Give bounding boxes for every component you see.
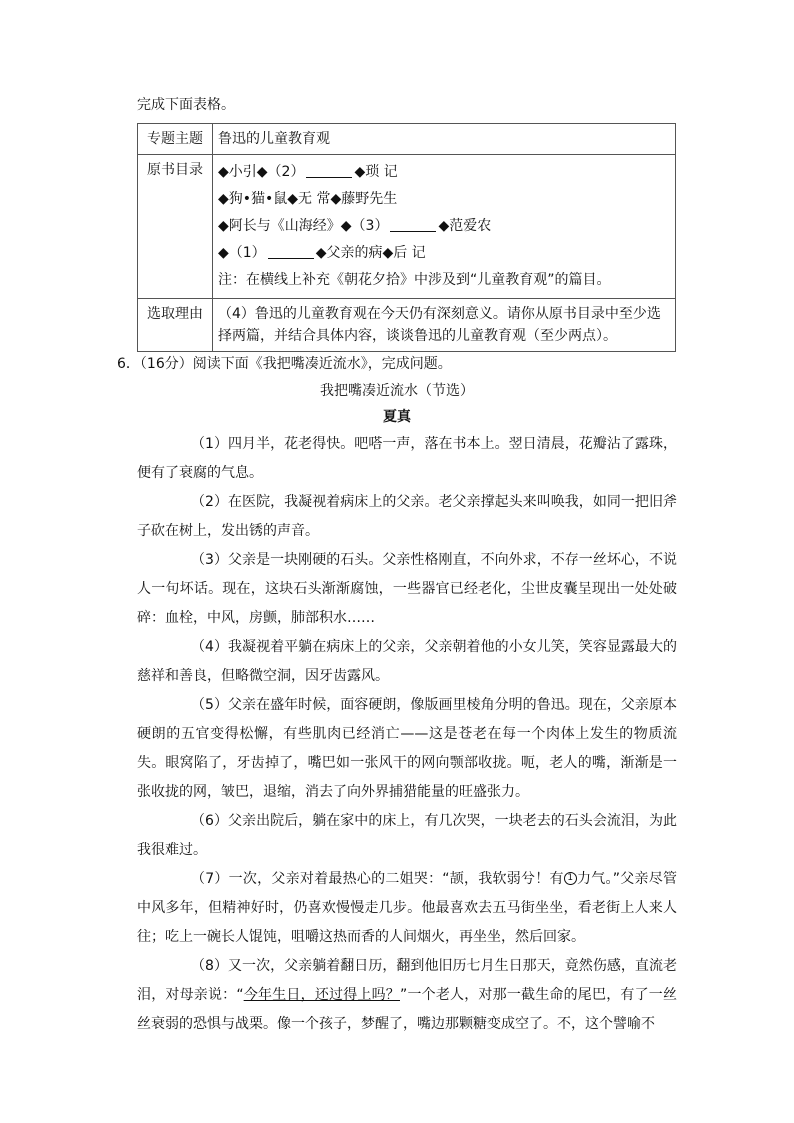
article-author: 夏真 — [383, 409, 411, 425]
paragraph-7-part: （7）一次，父亲对着最热心的二姐哭：“颉，我软弱兮！有 — [191, 871, 564, 887]
paragraph-1: （1）四月半，花老得快。吧嗒一声，落在书本上。翌日清晨，花瓣沾了露珠，便有了衰腐的气息。 — [137, 436, 677, 481]
answer-blank-2[interactable] — [306, 162, 352, 178]
contents-line — [218, 240, 670, 267]
contents-text: ◆范爱农 — [438, 218, 492, 234]
topic-table — [137, 123, 676, 352]
paragraph-8-part: ”一个老人，对那一截生命的尾巴，有了一丝丝衰弱的恐惧与战栗。像一个孩子，梦醒了，嘴边那颗糖变成空了。不，这个譬喻不 — [137, 987, 677, 1032]
article-title: 我把嘴凑近流水（节选） — [320, 383, 474, 399]
topic-value: 鲁迅的儿童教育观 — [213, 124, 676, 155]
table-row — [138, 155, 676, 299]
contents-text: ◆父亲的病◆后 记 — [315, 245, 426, 261]
contents-text: ◆狗•猫•鼠◆无 常◆藤野先生 — [218, 191, 398, 207]
answer-blank-1[interactable] — [268, 243, 314, 259]
answer-blank-3[interactable] — [390, 216, 436, 232]
paragraph-5: （5）父亲在盛年时候，面容硬朗，像版画里棱角分明的鲁迅。现在，父亲原本硬朗的五官变得松懈，有些肌肉已经消亡——这是苍老在每一个肉体上发生的物质流失。眼窝陷了，牙齿掉了，嘴巴如一张风干的网向颚部收拢。呃，老人的嘴，渐渐是一张收拢的网，皱巴，退缩，消去了向外界捕猎能量的旺盛张力。 — [137, 697, 677, 800]
contents-note: 注：在横线上补充《朝花夕拾》中涉及到“儿童教育观”的篇目。 — [218, 272, 611, 288]
paragraph-7-part: 力气。”父亲尽管中风多年，但精神好时，仍喜欢慢慢走几步。他最喜欢去五马街坐坐，看老街上人来人往；吃上一碗长人馄饨，咀嚼这热而香的人间烟火，再坐坐，然后回家。 — [137, 871, 677, 945]
contents-line — [218, 186, 670, 213]
paragraph-3: （3）父亲是一块刚硬的石头。父亲性格刚直，不向外求，不存一丝坏心，不说人一句坏话。现在，这块石头渐渐腐蚀，一些器官已经老化，尘世皮囊呈现出一处处破碎：血栓，中风，房颤，肺部积水…… — [137, 552, 677, 626]
paragraph-7 — [137, 865, 677, 952]
contents-line — [218, 213, 670, 240]
table-instruction: 完成下面表格。 — [137, 97, 235, 113]
question-6-prompt: 6．（16分）阅读下面《我把嘴凑近流水》，完成问题。 — [117, 356, 452, 372]
paragraph-4: （4）我凝视着平躺在病床上的父亲，父亲朝着他的小女儿笑，笑容显露最大的慈祥和善良，但略微空洞，因牙齿露风。 — [137, 639, 677, 684]
footnote-marker: 1 — [564, 872, 577, 885]
paragraph-6: （6）父亲出院后，躺在家中的床上，有几次哭，一块老去的石头会流泪，为此我很难过。 — [137, 813, 677, 858]
contents-text: ◆琐 记 — [354, 164, 398, 180]
reason-text: （4）鲁迅的儿童教育观在今天仍有深刻意义。请你从原书目录中至少选择两篇，并结合具体内容，谈谈鲁迅的儿童教育观（至少两点）。 — [213, 299, 676, 352]
reason-label: 选取理由 — [138, 299, 213, 352]
topic-label: 专题主题 — [138, 124, 213, 155]
paragraph-8-part: （8）又一次，父亲躺着翻日历，翻到他旧历七月生日那天，竟然伤感，直流老泪，对母亲说：“ — [137, 958, 677, 1003]
paragraph-8 — [137, 952, 677, 1039]
underlined-sentence: 今年生日，还过得上吗？ — [243, 987, 400, 1003]
article-body — [137, 430, 677, 1039]
contents-text: ◆（1） — [218, 245, 266, 261]
contents-label: 原书目录 — [138, 155, 213, 299]
table-row — [138, 299, 676, 352]
contents-cell — [213, 155, 676, 299]
contents-text: ◆小引◆（2） — [218, 164, 305, 180]
paragraph-2: （2）在医院，我凝视着病床上的父亲。老父亲撑起头来叫唤我，如同一把旧斧子砍在树上，发出锈的声音。 — [137, 494, 677, 539]
contents-line — [218, 159, 670, 186]
contents-text: ◆阿长与《山海经》◆（3） — [218, 218, 389, 234]
table-row — [138, 124, 676, 155]
